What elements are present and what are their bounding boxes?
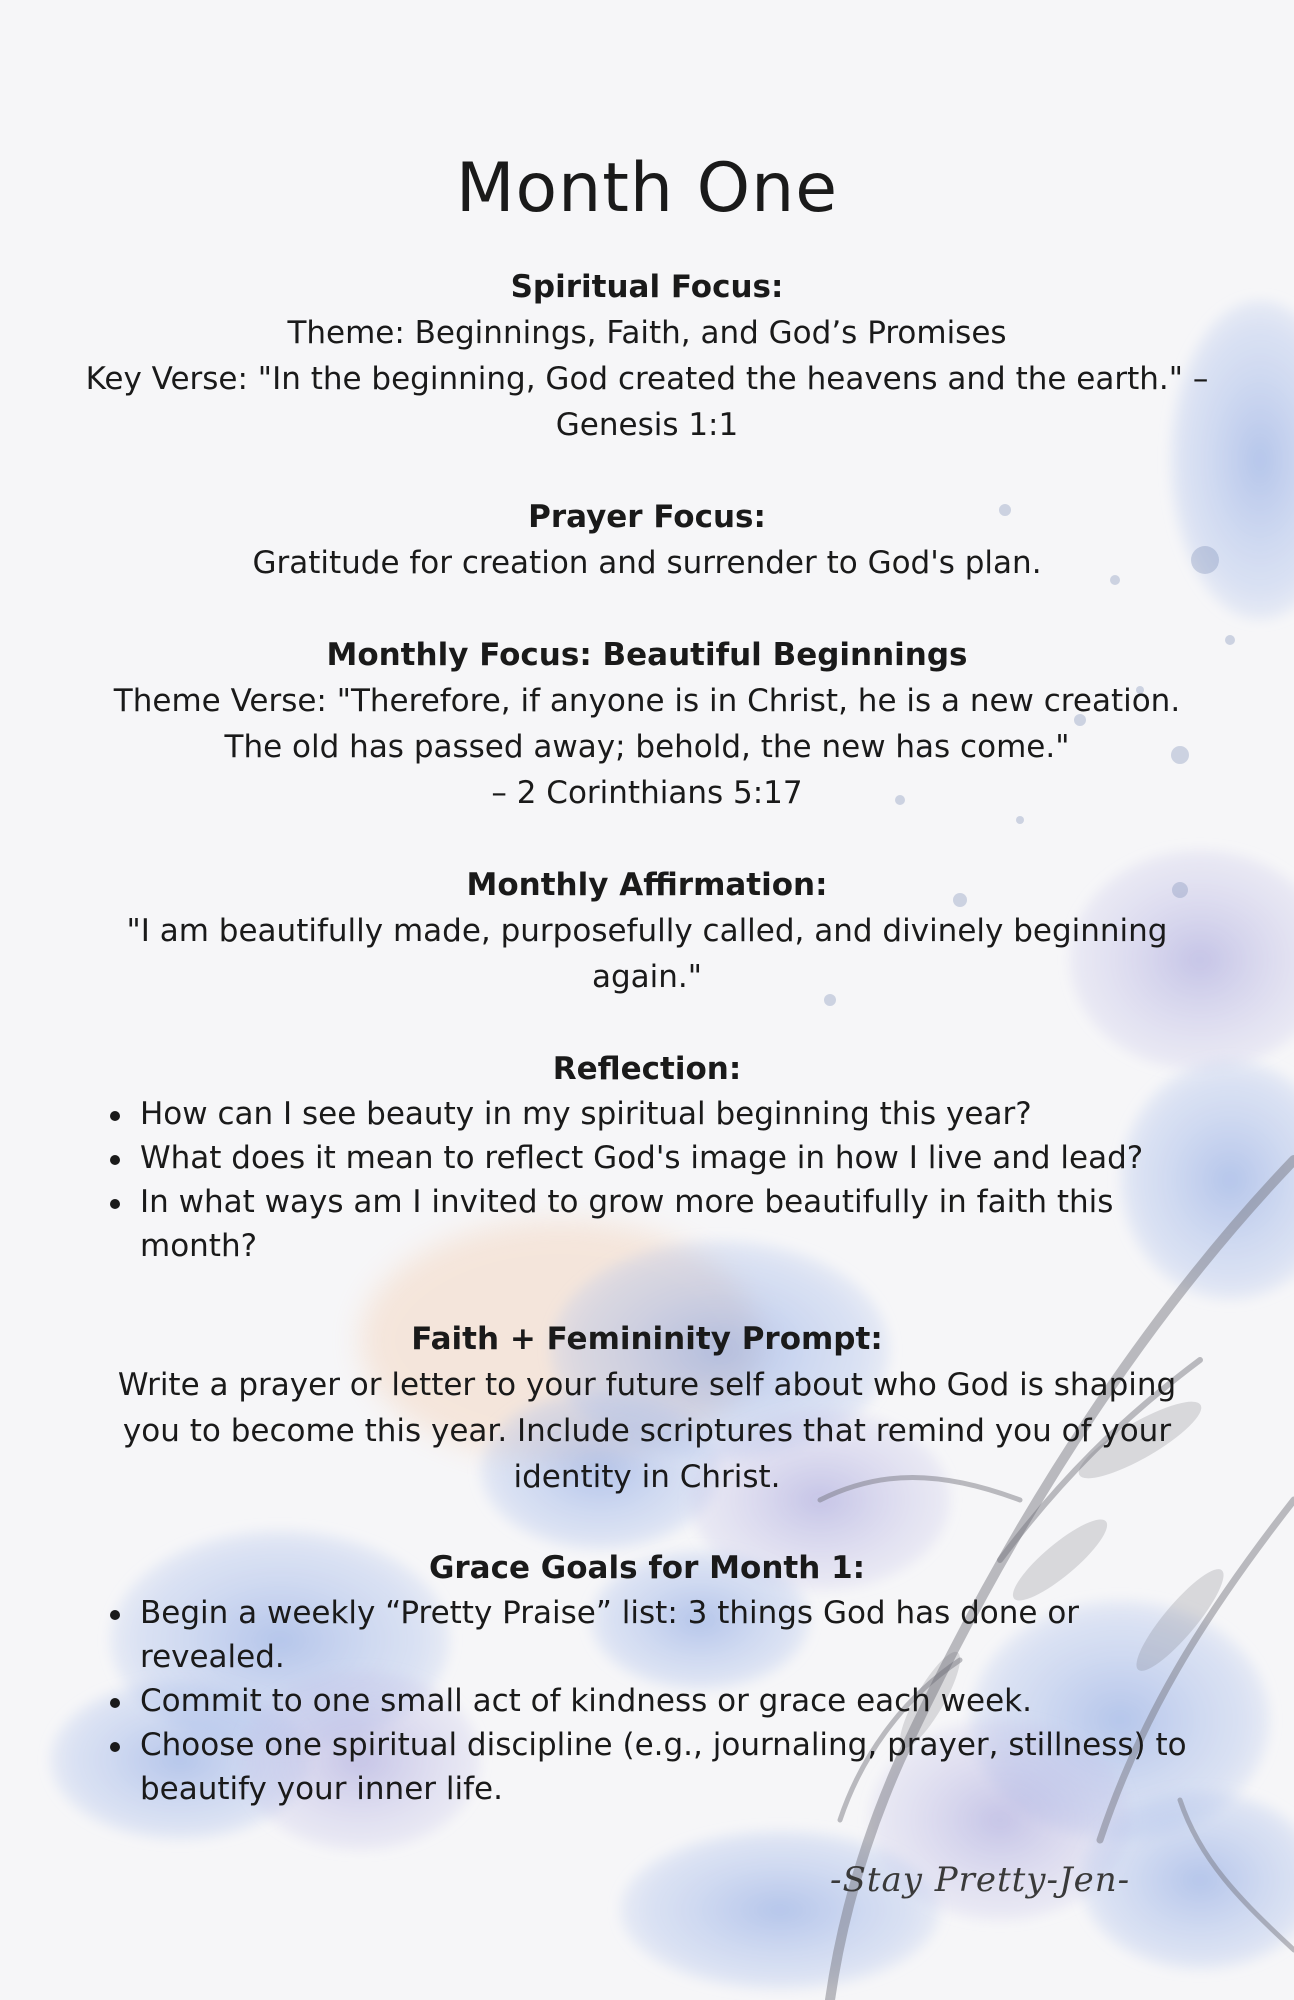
theme-verse-line-1: Theme Verse: "Therefore, if anyone is in Christ, he is a new creation. <box>113 683 1181 719</box>
affirmation-line-2: again." <box>591 959 703 995</box>
list-item: What does it mean to reflect God's image in how I live and lead? <box>140 1136 1209 1180</box>
prompt-line-3: identity in Christ. <box>513 1459 781 1495</box>
grace-goals-heading: Grace Goals for Month 1: <box>428 1550 866 1586</box>
monthly-focus-section <box>85 632 1209 816</box>
prompt-section <box>85 1316 1209 1500</box>
key-verse-line-1: Key Verse: "In the beginning, God created the heavens and the earth." – <box>85 361 1209 397</box>
list-item: How can I see beauty in my spiritual beginning this year? <box>140 1092 1209 1136</box>
prompt-line-2: you to become this year. Include scriptures that remind you of your <box>122 1413 1172 1449</box>
prompt-line-1: Write a prayer or letter to your future self about who God is shaping <box>117 1367 1177 1403</box>
affirmation-line-1: "I am beautifully made, purposefully called, and divinely beginning <box>126 913 1168 949</box>
affirmation-heading: Monthly Affirmation: <box>466 867 828 903</box>
reflection-section <box>85 1046 1209 1268</box>
spiritual-focus-section <box>85 264 1209 448</box>
list-item: In what ways am I invited to grow more beautifully in faith this month? <box>140 1180 1209 1268</box>
grace-goals-list <box>85 1591 1209 1811</box>
page-title: Month One <box>455 149 839 228</box>
list-item: Commit to one small act of kindness or grace each week. <box>140 1679 1209 1723</box>
list-item: Begin a weekly “Pretty Praise” list: 3 things God has done or revealed. <box>140 1591 1209 1679</box>
prayer-focus-section <box>85 494 1209 586</box>
key-verse-line-2: Genesis 1:1 <box>555 407 739 443</box>
prayer-focus-heading: Prayer Focus: <box>528 499 766 535</box>
theme-verse-line-2: The old has passed away; behold, the new has come." <box>224 729 1070 765</box>
reflection-list <box>85 1092 1209 1268</box>
spiritual-focus-theme: Theme: Beginnings, Faith, and God’s Promises <box>287 315 1007 351</box>
prayer-focus-text: Gratitude for creation and surrender to God's plan. <box>252 545 1042 581</box>
prompt-heading: Faith + Femininity Prompt: <box>411 1321 883 1357</box>
list-item: Choose one spiritual discipline (e.g., journaling, prayer, stillness) to beautify your inner life. <box>140 1723 1209 1811</box>
signature: -Stay Pretty-Jen- <box>830 1860 1131 1900</box>
spiritual-focus-heading: Spiritual Focus: <box>510 269 784 305</box>
monthly-focus-heading: Monthly Focus: Beautiful Beginnings <box>326 637 968 673</box>
affirmation-section <box>85 862 1209 1000</box>
theme-verse-line-3: – 2 Corinthians 5:17 <box>491 775 803 811</box>
reflection-heading: Reflection: <box>552 1051 742 1087</box>
grace-goals-section <box>85 1545 1209 1811</box>
